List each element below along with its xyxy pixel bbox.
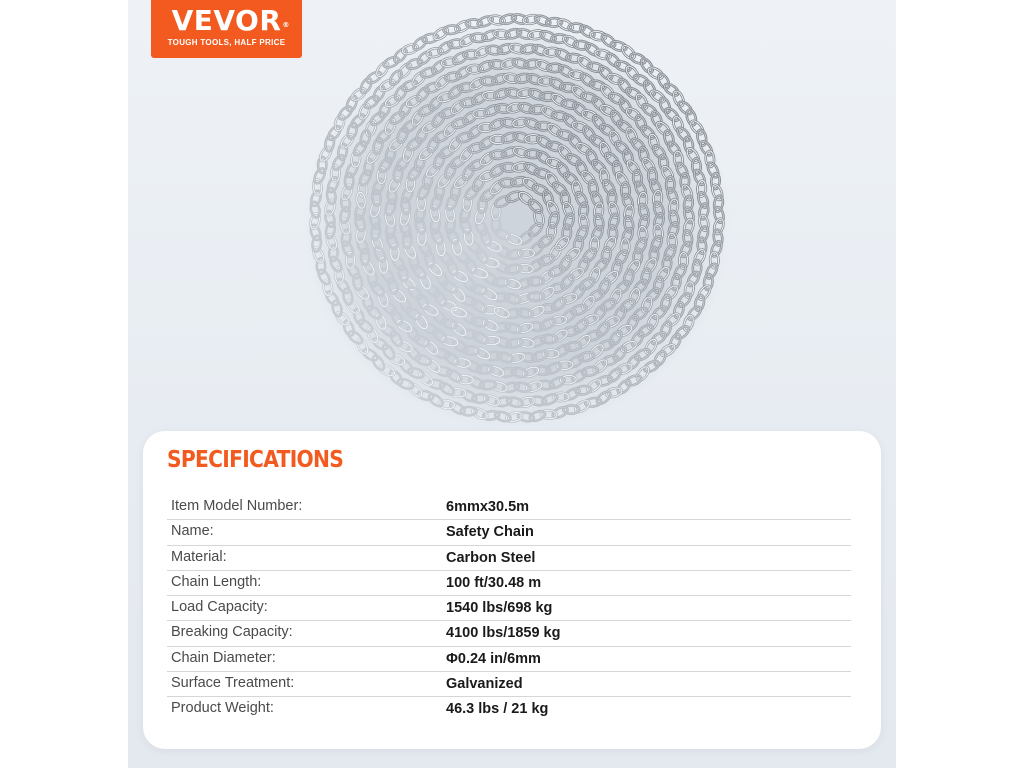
spec-value: 1540 lbs/698 kg [446, 600, 553, 617]
spec-value: Safety Chain [446, 524, 534, 541]
spec-row-name [167, 520, 851, 545]
spec-label: Chain Diameter: [171, 649, 276, 666]
brand-name: VEVOR [171, 4, 282, 37]
brand-tagline: TOUGH TOOLS, HALF PRICE [167, 38, 286, 47]
spec-row-weight [167, 697, 851, 722]
spec-label: Breaking Capacity: [171, 624, 293, 641]
spec-value: Carbon Steel [446, 549, 536, 566]
spec-label: Surface Treatment: [171, 675, 295, 692]
spec-label: Load Capacity: [171, 599, 268, 616]
spec-row-breaking-capacity [167, 621, 851, 646]
specifications-title: SPECIFICATIONS [167, 447, 344, 473]
chain-coil-photo [302, 6, 732, 426]
spec-row-length [167, 571, 851, 596]
spec-value: 4100 lbs/1859 kg [446, 625, 561, 642]
spec-value: 46.3 lbs / 21 kg [446, 701, 549, 718]
spec-value: 100 ft/30.48 m [446, 574, 542, 591]
product-listing-image [128, 0, 896, 768]
brand-logo [151, 0, 302, 58]
spec-label: Item Model Number: [171, 498, 303, 514]
spec-row-material [167, 546, 851, 571]
spec-value: Galvanized [446, 676, 523, 693]
spec-label: Name: [171, 523, 214, 540]
spec-label: Material: [171, 548, 227, 565]
registered-mark: ® [282, 21, 290, 29]
spec-value: Φ0.24 in/6mm [446, 650, 541, 667]
spec-label: Product Weight: [171, 700, 274, 717]
spec-row-model [167, 495, 851, 520]
spec-row-load-capacity [167, 596, 851, 621]
spec-row-surface [167, 672, 851, 697]
spec-value: 6mmx30.5m [446, 499, 530, 515]
specifications-card [143, 431, 881, 749]
spec-label: Chain Length: [171, 573, 262, 590]
specifications-table [167, 495, 851, 723]
spec-row-diameter [167, 647, 851, 672]
